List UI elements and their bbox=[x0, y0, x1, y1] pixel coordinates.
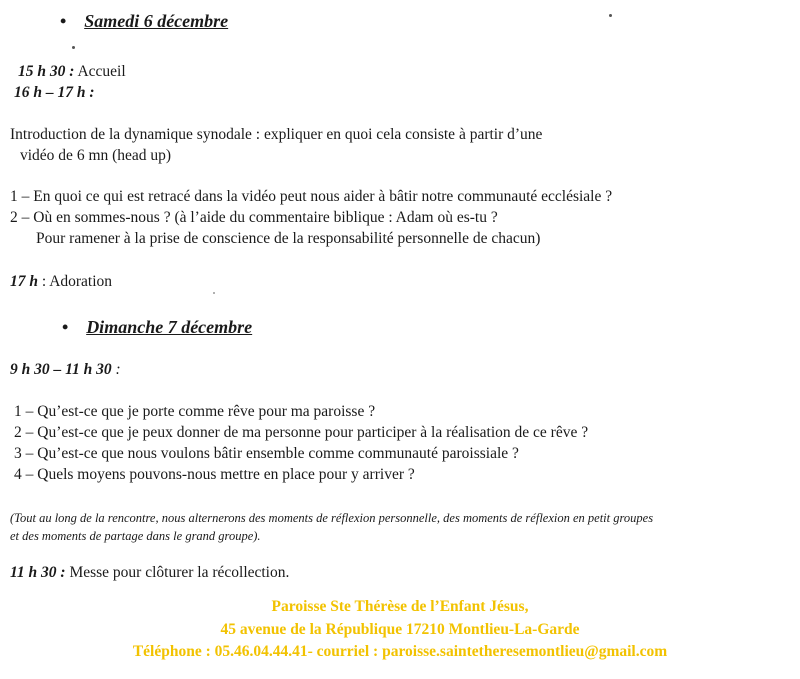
accueil-time: 15 h 30 : bbox=[18, 63, 75, 80]
sunday-session-line bbox=[10, 360, 121, 380]
footer-address: 45 avenue de la République 17210 Montlieu-La-Garde bbox=[220, 621, 580, 638]
scan-speck bbox=[213, 292, 215, 294]
sunday-session-colon: : bbox=[115, 361, 121, 378]
footer-parish-name: Paroisse Ste Thérèse de l’Enfant Jésus, bbox=[271, 598, 529, 615]
sunday-heading bbox=[62, 317, 252, 339]
mass-time: 11 h 30 : bbox=[10, 564, 66, 581]
sunday-heading-text: Dimanche 7 décembre bbox=[86, 317, 253, 337]
note-line-1: (Tout au long de la rencontre, nous alternerons des moments de réflexion personnelle, des moments de réflexion en petit groupes bbox=[10, 511, 654, 525]
adoration-time: 17 h bbox=[10, 273, 38, 290]
scan-speck bbox=[72, 46, 75, 49]
adoration-line bbox=[10, 272, 112, 292]
sunday-question-1: 1 – Qu’est-ce que je porte comme rêve pour ma paroisse ? bbox=[14, 403, 376, 420]
saturday-heading bbox=[60, 11, 228, 33]
mass-line bbox=[10, 563, 289, 583]
saturday-heading-text: Samedi 6 décembre bbox=[84, 11, 229, 31]
saturday-question-1: 1 – En quoi ce qui est retracé dans la vidéo peut nous aider à bâtir notre communauté ecclésiale ? bbox=[10, 188, 613, 205]
mass-text: Messe pour clôturer la récollection. bbox=[69, 564, 290, 581]
accueil-text: Accueil bbox=[77, 63, 126, 80]
sunday-question-2: 2 – Qu’est-ce que je peux donner de ma personne pour participer à la réalisation de ce rêve ? bbox=[14, 424, 589, 441]
adoration-text: : Adoration bbox=[41, 273, 113, 290]
sunday-session-time: 9 h 30 – 11 h 30 bbox=[10, 361, 112, 378]
saturday-question-2: 2 – Où en sommes-nous ? (à l’aide du commentaire biblique : Adam où es-tu ? bbox=[10, 209, 498, 226]
intro-line-2: vidéo de 6 mn (head up) bbox=[20, 147, 172, 164]
note-line-2: et des moments de partage dans le grand groupe). bbox=[10, 529, 261, 543]
bullet-icon: • bbox=[62, 317, 69, 337]
sunday-question-3: 3 – Qu’est-ce que nous voulons bâtir ensemble comme communauté paroissiale ? bbox=[14, 445, 519, 462]
sunday-question-4: 4 – Quels moyens pouvons-nous mettre en place pour y arriver ? bbox=[14, 466, 415, 483]
scan-speck bbox=[609, 14, 612, 17]
saturday-question-2-cont: Pour ramener à la prise de conscience de la responsabilité personnelle de chacun) bbox=[36, 230, 541, 247]
bullet-icon: • bbox=[60, 11, 67, 31]
saturday-session-time: 16 h – 17 h : bbox=[14, 84, 95, 101]
accueil-line bbox=[18, 62, 126, 82]
intro-line-1: Introduction de la dynamique synodale : expliquer en quoi cela consiste à partir d’une bbox=[10, 126, 543, 143]
footer-contact: Téléphone : 05.46.04.44.41- courriel : paroisse.saintetheresemontlieu@gmail.com bbox=[132, 643, 668, 660]
